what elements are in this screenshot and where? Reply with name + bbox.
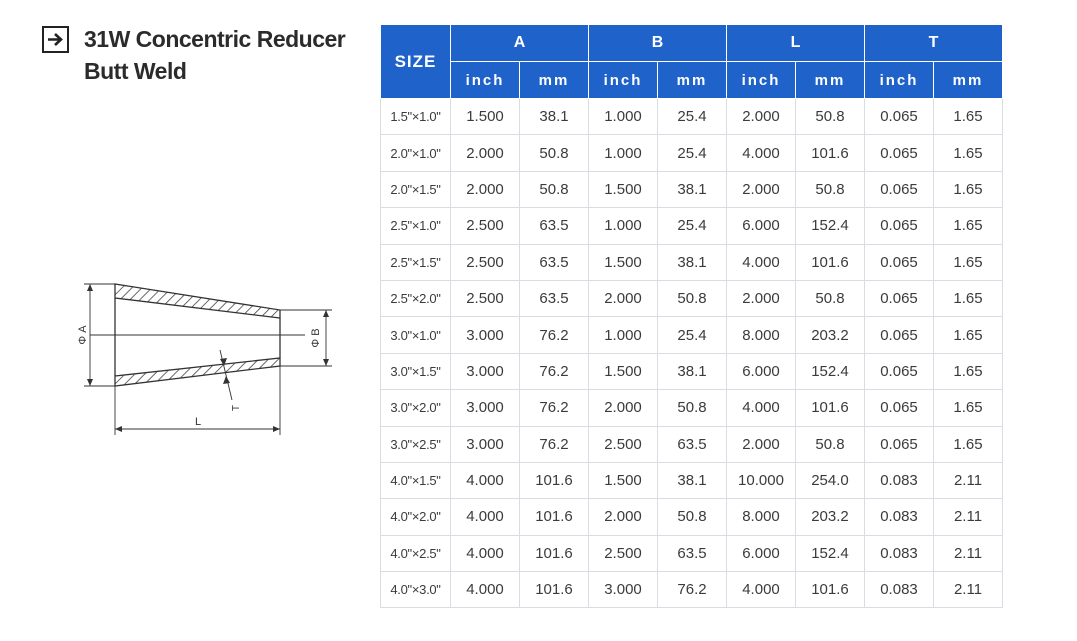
table-cell: 0.065	[865, 353, 934, 389]
table-cell: 6.000	[727, 353, 796, 389]
table-cell: 38.1	[658, 353, 727, 389]
table-cell: 1.500	[451, 99, 520, 135]
table-cell: 2.000	[451, 171, 520, 207]
label-phi-a: Φ A	[77, 325, 89, 345]
table-cell: 38.1	[658, 171, 727, 207]
label-t: T	[231, 404, 242, 412]
table-cell: 1.500	[589, 462, 658, 498]
table-cell: 2.000	[727, 426, 796, 462]
unit-header: mm	[796, 62, 865, 99]
table-cell: 4.000	[727, 244, 796, 280]
table-cell: 2.11	[934, 572, 1003, 608]
table-cell: 1.65	[934, 99, 1003, 135]
table-cell: 1.65	[934, 244, 1003, 280]
table-cell: 3.000	[589, 572, 658, 608]
table-cell: 4.000	[451, 499, 520, 535]
table-cell: 2.500	[589, 535, 658, 571]
table-cell: 50.8	[796, 171, 865, 207]
size-cell: 4.0"×2.0"	[381, 499, 451, 535]
table-cell: 1.65	[934, 390, 1003, 426]
header-a: A	[451, 25, 589, 62]
table-cell: 76.2	[520, 390, 589, 426]
table-cell: 1.000	[589, 317, 658, 353]
table-row	[381, 535, 1003, 571]
table-cell: 152.4	[796, 208, 865, 244]
table-cell: 101.6	[796, 135, 865, 171]
product-title: 31W Concentric Reducer	[84, 26, 346, 52]
table-cell: 1.500	[589, 171, 658, 207]
table-cell: 1.000	[589, 135, 658, 171]
size-cell: 4.0"×3.0"	[381, 572, 451, 608]
table-cell: 1.65	[934, 135, 1003, 171]
arrow-right-box-icon	[42, 26, 69, 53]
table-cell: 1.65	[934, 353, 1003, 389]
table-cell: 4.000	[451, 535, 520, 571]
table-cell: 2.000	[727, 99, 796, 135]
table-cell: 2.500	[451, 280, 520, 316]
table-cell: 0.065	[865, 317, 934, 353]
table-cell: 4.000	[451, 462, 520, 498]
size-cell: 2.5"×1.0"	[381, 208, 451, 244]
table-cell: 0.065	[865, 99, 934, 135]
label-phi-b: Φ B	[310, 328, 322, 348]
table-cell: 4.000	[727, 572, 796, 608]
table-cell: 0.065	[865, 426, 934, 462]
table-cell: 25.4	[658, 99, 727, 135]
table-cell: 101.6	[520, 572, 589, 608]
product-subtitle: Butt Weld	[84, 58, 187, 84]
unit-header: inch	[451, 62, 520, 99]
size-cell: 4.0"×1.5"	[381, 462, 451, 498]
table-cell: 101.6	[796, 390, 865, 426]
table-cell: 2.000	[589, 499, 658, 535]
table-cell: 63.5	[520, 208, 589, 244]
table-cell: 0.065	[865, 171, 934, 207]
table-cell: 3.000	[451, 353, 520, 389]
table-cell: 0.065	[865, 135, 934, 171]
table-row	[381, 280, 1003, 316]
table-cell: 2.500	[451, 244, 520, 280]
table-cell: 38.1	[658, 462, 727, 498]
table-cell: 4.000	[727, 390, 796, 426]
table-cell: 6.000	[727, 208, 796, 244]
dimension-t	[220, 350, 232, 400]
size-cell: 1.5"×1.0"	[381, 99, 451, 135]
table-cell: 76.2	[520, 353, 589, 389]
table-cell: 3.000	[451, 426, 520, 462]
table-cell: 2.500	[589, 426, 658, 462]
label-l: L	[194, 416, 202, 428]
table-cell: 2.000	[589, 280, 658, 316]
size-header: SIZE	[381, 25, 451, 99]
table-cell: 50.8	[658, 390, 727, 426]
table-cell: 8.000	[727, 499, 796, 535]
table-cell: 152.4	[796, 353, 865, 389]
table-cell: 8.000	[727, 317, 796, 353]
spec-table	[380, 24, 1003, 608]
table-row	[381, 171, 1003, 207]
table-cell: 50.8	[796, 280, 865, 316]
table-cell: 0.083	[865, 572, 934, 608]
size-cell: 4.0"×2.5"	[381, 535, 451, 571]
unit-header: inch	[589, 62, 658, 99]
table-cell: 1.65	[934, 280, 1003, 316]
size-cell: 2.0"×1.0"	[381, 135, 451, 171]
table-cell: 1.000	[589, 208, 658, 244]
table-cell: 101.6	[520, 535, 589, 571]
table-cell: 76.2	[658, 572, 727, 608]
table-row	[381, 99, 1003, 135]
header-l: L	[727, 25, 865, 62]
size-cell: 3.0"×2.0"	[381, 390, 451, 426]
size-cell: 3.0"×1.0"	[381, 317, 451, 353]
table-row	[381, 499, 1003, 535]
table-cell: 25.4	[658, 317, 727, 353]
unit-header: mm	[934, 62, 1003, 99]
table-cell: 1.65	[934, 208, 1003, 244]
table-cell: 2.11	[934, 462, 1003, 498]
table-cell: 1.65	[934, 317, 1003, 353]
table-cell: 3.000	[451, 390, 520, 426]
table-cell: 152.4	[796, 535, 865, 571]
table-row	[381, 244, 1003, 280]
table-cell: 63.5	[520, 280, 589, 316]
size-cell: 2.5"×2.0"	[381, 280, 451, 316]
table-cell: 63.5	[658, 535, 727, 571]
unit-header: mm	[520, 62, 589, 99]
table-cell: 2.500	[451, 208, 520, 244]
table-cell: 2.000	[589, 390, 658, 426]
table-cell: 2.000	[727, 280, 796, 316]
header-b: B	[589, 25, 727, 62]
table-row	[381, 353, 1003, 389]
table-cell: 2.11	[934, 535, 1003, 571]
table-cell: 25.4	[658, 208, 727, 244]
size-cell: 2.0"×1.5"	[381, 171, 451, 207]
table-row	[381, 462, 1003, 498]
table-cell: 4.000	[451, 572, 520, 608]
table-cell: 0.083	[865, 535, 934, 571]
size-cell: 3.0"×1.5"	[381, 353, 451, 389]
table-cell: 10.000	[727, 462, 796, 498]
table-cell: 38.1	[658, 244, 727, 280]
table-cell: 101.6	[520, 462, 589, 498]
table-cell: 76.2	[520, 426, 589, 462]
table-cell: 254.0	[796, 462, 865, 498]
table-cell: 0.083	[865, 462, 934, 498]
table-row	[381, 208, 1003, 244]
table-cell: 76.2	[520, 317, 589, 353]
table-cell: 4.000	[727, 135, 796, 171]
table-row	[381, 135, 1003, 171]
table-cell: 0.065	[865, 244, 934, 280]
table-cell: 6.000	[727, 535, 796, 571]
header-t: T	[865, 25, 1003, 62]
table-cell: 0.065	[865, 208, 934, 244]
table-cell: 1.000	[589, 99, 658, 135]
table-cell: 1.500	[589, 244, 658, 280]
table-cell: 50.8	[796, 426, 865, 462]
table-row	[381, 572, 1003, 608]
table-row	[381, 390, 1003, 426]
table-cell: 203.2	[796, 499, 865, 535]
table-cell: 0.083	[865, 499, 934, 535]
dimension-b	[280, 310, 332, 366]
table-cell: 50.8	[796, 99, 865, 135]
table-cell: 3.000	[451, 317, 520, 353]
table-cell: 0.065	[865, 280, 934, 316]
table-cell: 0.065	[865, 390, 934, 426]
table-cell: 63.5	[520, 244, 589, 280]
table-cell: 2.000	[451, 135, 520, 171]
table-cell: 203.2	[796, 317, 865, 353]
table-cell: 50.8	[658, 280, 727, 316]
table-cell: 1.65	[934, 426, 1003, 462]
size-cell: 3.0"×2.5"	[381, 426, 451, 462]
table-cell: 25.4	[658, 135, 727, 171]
table-cell: 50.8	[520, 135, 589, 171]
table-row	[381, 317, 1003, 353]
reducer-diagram	[70, 270, 340, 445]
table-cell: 2.000	[727, 171, 796, 207]
table-row	[381, 426, 1003, 462]
table-cell: 2.11	[934, 499, 1003, 535]
unit-header: inch	[727, 62, 796, 99]
table-cell: 1.65	[934, 171, 1003, 207]
table-cell: 101.6	[520, 499, 589, 535]
table-cell: 63.5	[658, 426, 727, 462]
table-cell: 101.6	[796, 244, 865, 280]
size-cell: 2.5"×1.5"	[381, 244, 451, 280]
table-cell: 50.8	[520, 171, 589, 207]
spec-table-body	[381, 99, 1003, 608]
table-cell: 1.500	[589, 353, 658, 389]
unit-header: mm	[658, 62, 727, 99]
unit-header: inch	[865, 62, 934, 99]
table-cell: 38.1	[520, 99, 589, 135]
table-cell: 101.6	[796, 572, 865, 608]
table-cell: 50.8	[658, 499, 727, 535]
